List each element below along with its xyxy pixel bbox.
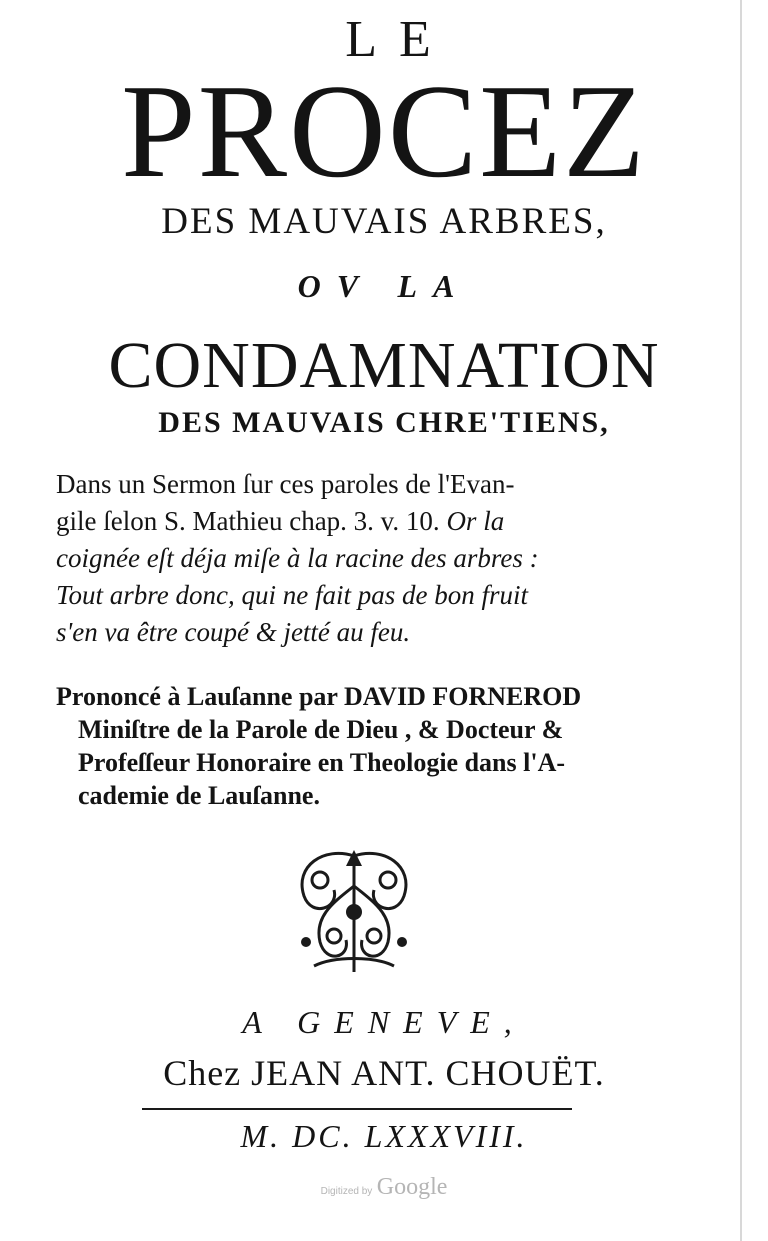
title-article: LE (345, 11, 453, 68)
quote-line: s'en va être coupé & jetté au feu. (56, 617, 411, 647)
description-line: Dans un Sermon ſur ces paroles de l'Evan- (56, 469, 515, 499)
subtitle-christians: DES MAUVAIS CHRE'TIENS, (158, 406, 610, 439)
divider-rule (142, 1108, 572, 1110)
credit-line: Prononcé à Lauſanne par DAVID FORNEROD (56, 682, 582, 711)
quote-line: coignée eſt déja miſe à la racine des arbres : (56, 543, 539, 573)
watermark-brand: Google (376, 1174, 448, 1200)
digitized-watermark (0, 1174, 768, 1201)
sermon-description (56, 466, 716, 651)
place-of-printing: A GENEVE, (242, 1004, 526, 1040)
quote-line: Tout arbre donc, qui ne fait pas de bon fruit (56, 580, 529, 610)
credit-line: cademie de Lauſanne. (78, 781, 320, 810)
credit-line: Profeſſeur Honoraire en Theologie dans l'A- (78, 748, 566, 777)
author-credit (56, 680, 716, 812)
conjunction: OV LA (297, 268, 471, 304)
publication-year: M. DC. LXXXVIII. (240, 1118, 528, 1154)
subtitle-trees: DES MAUVAIS ARBRES, (161, 201, 607, 242)
credit-line: Miniſtre de la Parole de Dieu , & Docteur & (78, 715, 564, 744)
second-title: CONDAMNATION (108, 329, 660, 402)
main-title: PROCEZ (121, 57, 647, 205)
printer-name: Chez JEAN ANT. CHOUËT. (163, 1053, 605, 1093)
description-line: gile ſelon S. Mathieu chap. 3. v. 10. Or la (56, 506, 505, 536)
printer-ornament (284, 846, 424, 982)
quote-start: Or la (446, 506, 505, 536)
watermark-prefix: Digitized by (320, 1186, 373, 1197)
